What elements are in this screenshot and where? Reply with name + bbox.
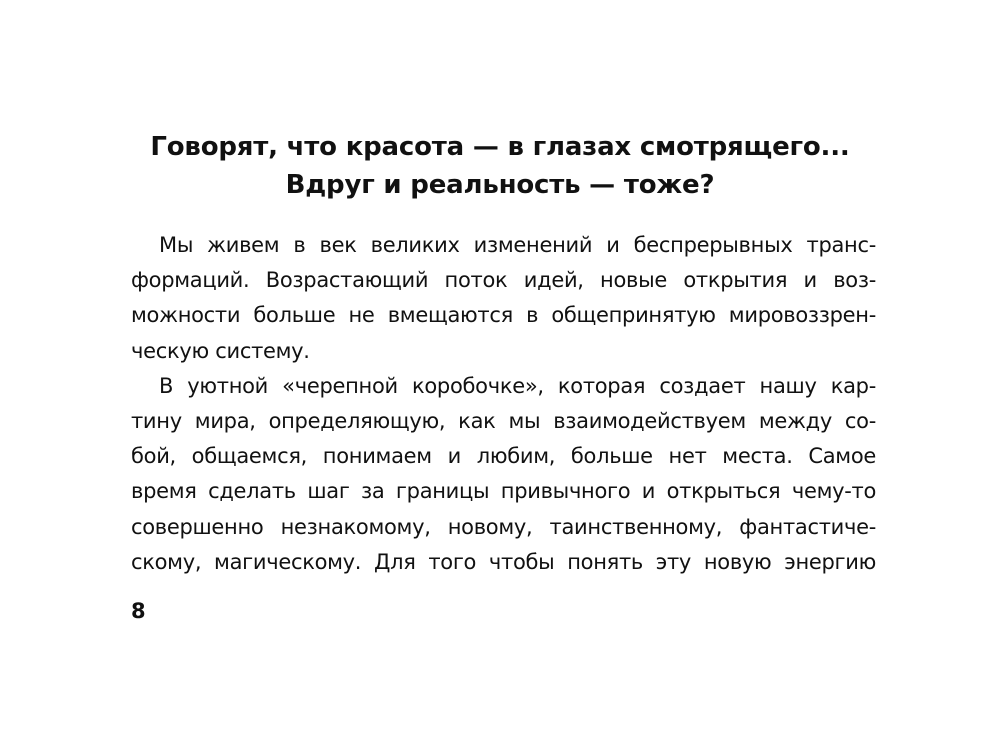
paragraph-2-line-1: В уютной «черепной коробочке», которая создает нашу кар- — [159, 373, 876, 398]
paragraph-1-line-1: Мы живем в век великих изменений и беспрерывных транс- — [159, 233, 876, 257]
paragraph-2-line-5: совершенно незнакомому, новому, таинственному, фантастиче- — [131, 514, 876, 539]
paragraph-1-line-4: ческую систему. — [131, 338, 310, 363]
paragraph-1-line-2: формаций. Возрастающий поток идей, новые открытия и воз- — [131, 268, 876, 293]
page-number: 8 — [131, 599, 146, 623]
paragraph-2-line-4: время сделать шаг за границы привычного и открыться чему-то — [131, 479, 876, 504]
paragraph-1-line-3: можности больше не вмещаются в общепринятую мировоззрен- — [131, 303, 876, 328]
heading-line-2: Вдруг и реальность — тоже? — [285, 170, 715, 200]
paragraph-2-line-3: бой, общаемся, понимаем и любим, больше нет места. Самое — [131, 444, 876, 469]
heading-line-1: Говорят, что красота — в глазах смотрящего... — [150, 132, 850, 162]
chapter-heading — [110, 128, 890, 204]
paragraph-2-line-6: скому, магическому. Для того чтобы понять эту новую энергию — [131, 549, 876, 574]
paragraph-2-line-2: тину мира, определяющую, как мы взаимодействуем между со- — [131, 408, 876, 433]
body-text — [131, 228, 876, 580]
